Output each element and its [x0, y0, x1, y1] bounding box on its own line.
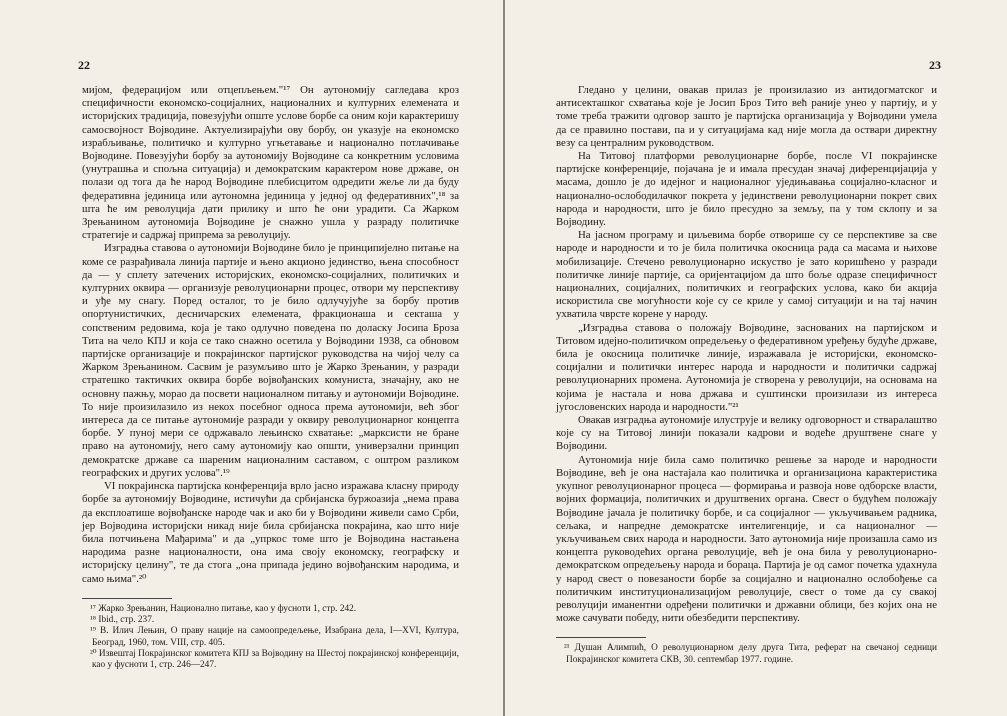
- footnote: ¹⁷ Жарко Зрењанин, Национално питање, као у фусноти 1, стр. 242.: [90, 603, 357, 614]
- body-paragraph: мијом, федерацијом или отцепљењем."¹⁷ Он аутономију сагледава кроз специфичности економско-социјалних, националних и културних елемената и историјских традиција, повезујући опште услове борбе са оним који карактеришу самосвојност Војводине. Актуелизирајући ову борбу, он указује на економско израбљивање, политичко и културно угњетавање и национално потлачивање Војводине. Повезујући борбу за аутономију Војводине са конкретним условима (унутрашња и спољна ситуација) и демократским карактером нове државе, он полази од тога да ће народ Војводине плебисцитом одредити жеље ли да буду федеративна јединица или аутономна јединица у једној од федеративних",¹⁸ за шта ће им револуција дати прилику и што ће они урадити. Са Жарком Зрењанином аутономија Војводине је снажно ушла у разраду политичке стратегије и садржај припрема за револуцију.: [82, 84, 459, 242]
- body-paragraph: „Изградња ставова о положају Војводине, заснованих на партијском и Титовом идејно-политичком опредељењу о федеративном уређењу будуће државе, била је окосница политичке линије, изражавала је историјски, економско-социјални и политички интерес народа и народности и политички садржај револуционарних промена. Аутономија је створена у револуцији, на основама на којима је настала и нова држава и суштински произилази из интереса југословенских народа и народности."²¹: [556, 321, 937, 413]
- body-paragraph: Аутономија није била само политичко решење за народе и народности Војводине, већ је она настајала као политичка и организациона карактеристика укупног револуционарног процеса — формирања и развоја нове одборске власти, војних формација, политичких и друштвених органа. Свест о будућем положају Војводине јачала је политичку борбе, и са социјалног — укључивањем радника, сељака, и напредне демократске интелигенције, и са националног — укључивањем свих народа и народности. Зато аутономија није произашла само из концепта руководећих органа револуције, већ је она била у револуционарно-демократском опредељењу народа и бораца. Партија је од самог почетка удахнула у народ свест о повезаности борбе за социјално и национално ослобођење са политичким институционализацијом револуције, свест о томе да су свакој револуцији иманентни одређени политички и државни облици, без којих она не може сачувати победу, нити обезбедити перспективу.: [556, 453, 937, 625]
- left-page: [0, 0, 503, 716]
- footnote: ²¹ Душан Алимпић, О револуционарном делу друга Тита, реферат на свечаној седници Покрајинског комитета СКВ, 30. септембар 1977. године.: [564, 643, 937, 665]
- body-paragraph: VI покрајинска партијска конференција врло јасно изражава класну природу борбе за аутономију Војводине, истичући да србијанска буржоазија „нема права да експлоатише војвођанске народе чак и ако би у Војводини живели само Срби, јер Војводина историјски никад није била србијанска покрајина, као што није била потчињена Мађарима" и да „упркос томе што је Војводина настањена народима разне националности, она има своју економску, географску и историјску целину", те да стога „она припада једино војвођанским народима, и само њима".²⁰: [82, 480, 459, 585]
- footnotes: [556, 637, 937, 666]
- page-number: 23: [929, 58, 941, 72]
- footnote: ²⁰ Извештај Покрајинског комитета КПЈ за Војводину на Шестој покрајинској конференцији, као у фусноти 1, стр. 246—247.: [90, 648, 459, 671]
- body-paragraph: На Титовој платформи револуционарне борбе, после VI покрајинске партијске конференције, појачана је и имала пресудан значај диференцијација у масама, дошло је до идејног и националног уједињавања социјално-класног и национално-ослободилачког покрета у јединствени револуционарни покрет свих народа и народности, што је било пресудно за земљу, па у том склопу и за Војводину.: [556, 150, 937, 229]
- footnote: ¹⁸ Ibid., стр. 237.: [90, 615, 155, 626]
- right-page: [505, 0, 1007, 716]
- footnote: ¹⁹ В. Илич Лењин, О праву нације на самоопредељење, Изабрана дела, I—XVI, Култура, Београд, 1960, том. VIII, стр. 405.: [90, 626, 459, 648]
- body-paragraph: Овакав изградња аутономије илуструје и велику одговорност и стваралаштво које су на Титовој линији показали кадрови и водеће друштвене снаге у Војводини.: [556, 414, 937, 453]
- body-paragraph: Гледано у целини, овакав прилаз је произилазио из антидогматског и антисекташког схватања које је Јосип Броз Тито већ раније унео у партију, и у томе треба тражити одговор зашто је партијска организација у Војводини умела да се правилно постави, па и у ситуацијама кад није могла да оствари директну везу са централним руководством.: [556, 84, 937, 149]
- body-paragraph: На јасном програму и циљевима борбе отворише су се перспективе за све народе и народности и то је била политичка окосница рада са масама и њихове мобилизације. Стечено револуционарно искуство је зато коришћено у разради политичке линије партије, са оријентацијом да што боље одразе специфичност националних, социјалних, политичких и географских услова, како би акција искористила све могућности које су се криле у самој ситуацији и на тај начин ухватила чврсте корене у народу.: [556, 229, 937, 321]
- body-paragraph: Изградња ставова о аутономији Војводине било је принципијелно питање на коме се разрађивала линија партије и њено акционо јединство, њена способност да — у сплету затечених историјских, економско-социјалних, политичких и културних оквира — организује револуционарни процес, отвори му перспективу и уђе му снагу. Поред осталог, то је било одлучујуће за борбу против опортунистичких, десничарских елемената, фракционаша и секташа у сопственим редовима, која је тако одлучно поведена по доласку Јосипа Броза Тита на чело КПЈ и која се тако снажно осетила у Војводини 1938, са обновом партијске организације и покрајинског партијског руководства на чијој челу са Жарком Зрењанином. Сасвим је разумљиво што је Жарко Зрењанин, у разради стратешко тактичких оквира борбе војвођанских комуниста, значајну, ако не основну пажњу, морао да посвети националном питању и аутономији Војводине. То није произилазило из некох посебног односа према аутономији, већ због интереса да се питање аутономије разради у оквиру револуционарног концепта борбе. У пуној мери се одржавало лењинско схватање: „марксисти не бране право на аутономију, него саму аутономију као општи, универзални принцип демократске државе са шареним националним саставом, с оштром разликом географских и других услова".¹⁹: [82, 242, 459, 479]
- footnotes: [82, 598, 459, 672]
- page-number: 22: [78, 58, 90, 72]
